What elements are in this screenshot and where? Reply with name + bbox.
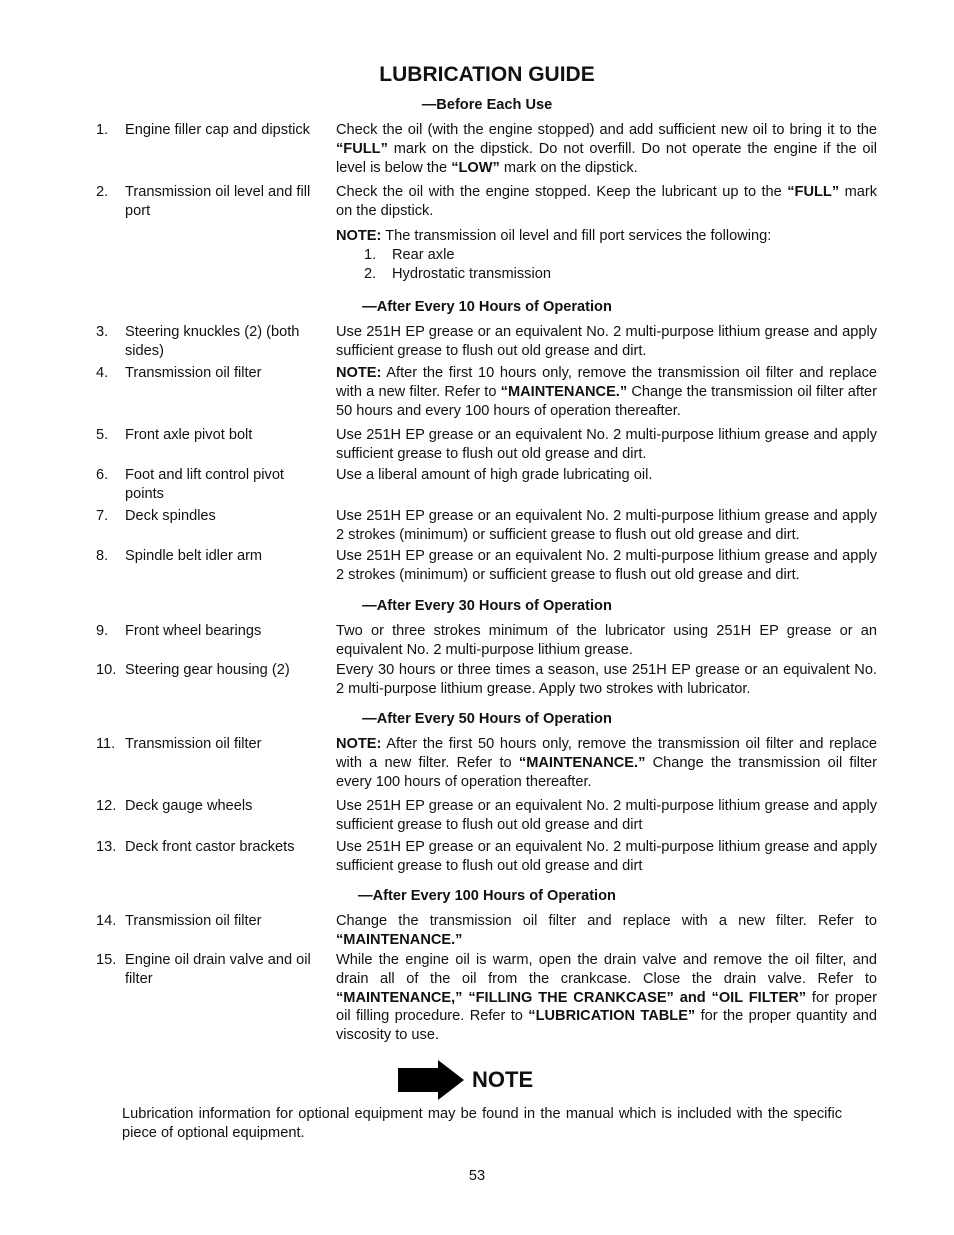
item-description [336,912,877,950]
item-description [336,183,877,221]
item-label: Foot and lift control pivot points [125,467,284,502]
description-fragment: “FULL” [336,140,388,157]
description-fragment: After the first 10 hours only, remove the transmission oil filter and replace with a new filter. Refer to [336,365,877,400]
right-arrow-icon [398,1060,464,1100]
item-number: 4. [96,365,109,381]
item-description [336,466,877,485]
page-title: LUBRICATION GUIDE [379,63,595,86]
section-30-hours: —After Every 30 Hours of Operation [362,598,612,614]
item-label: Engine filler cap and dipstick [125,122,310,138]
description-fragment: Use 251H EP grease or an equivalent No. 2 multi-purpose lithium grease and apply 2 strokes (minimum) or sufficient grease to flush out old grease and dirt. [336,548,877,583]
note-text: The transmission oil level and fill port services the following: [381,228,772,244]
description-fragment: “MAINTENANCE.” [500,383,628,400]
note-heading: NOTE [472,1067,534,1092]
transmission-note-list [336,246,877,284]
description-fragment: Check the oil with the engine stopped. Keep the lubricant up to the [336,184,788,200]
item-number: 8. [96,548,109,564]
description-fragment: NOTE: [336,736,382,752]
description-fragment: for the proper quantity and viscosity to use. [336,1008,877,1044]
item-description [336,507,877,545]
description-fragment: “LUBRICATION TABLE” [528,1008,696,1025]
item-description [336,838,877,876]
description-fragment: Use 251H EP grease or an equivalent No. 2 multi-purpose lithium grease and apply 2 strokes (minimum) or sufficient grease to flush out old grease and dirt. [336,508,877,543]
item-description [336,364,877,420]
description-fragment: After the first 50 hours only, remove the transmission oil filter and replace with a new filter. Refer to [336,736,877,771]
item-number: 1. [96,122,109,138]
item-description [336,661,877,699]
description-fragment: NOTE: [336,365,382,381]
list-number: 2. [364,265,377,282]
list-text: Hydrostatic transmission [392,265,551,282]
description-fragment: Use a liberal amount of high grade lubricating oil. [336,467,653,483]
item-number: 9. [96,623,109,639]
section-50-hours: —After Every 50 Hours of Operation [362,711,612,727]
item-description [336,121,877,177]
description-fragment: Check the oil (with the engine stopped) and add sufficient new oil to bring it to the [336,122,877,138]
item-label: Steering gear housing (2) [125,662,290,678]
item-label: Transmission oil filter [125,913,262,929]
item-number: 5. [96,427,109,443]
description-fragment: “LOW” [451,159,500,176]
item-label: Transmission oil level and fill port [125,184,311,219]
description-fragment: Use 251H EP grease or an equivalent No. 2 multi-purpose lithium grease and apply sufficient grease to flush out old grease and dirt. [336,427,877,462]
description-fragment: “FULL” [787,184,840,200]
page-number: 53 [468,1168,486,1184]
description-fragment: Change the transmission oil filter and replace with a new filter. Refer to [336,913,877,929]
item-number: 2. [96,184,109,200]
item-description [336,547,877,585]
description-fragment: “MAINTENANCE.” [518,754,646,771]
item-label: Steering knuckles (2) (both sides) [125,324,300,359]
item-description [336,622,877,660]
item-label: Spindle belt idler arm [125,548,263,564]
section-before-each-use: —Before Each Use [421,97,553,113]
description-fragment: Every 30 hours or three times a season, use 251H EP grease or an equivalent No. 2 multi-purpose lithium grease. Apply two strokes with lubricator. [336,662,877,697]
item-description [336,426,877,464]
item-description [336,951,877,1045]
description-fragment: Use 251H EP grease or an equivalent No. 2 multi-purpose lithium grease and apply sufficient grease to flush out old grease and dirt [336,798,877,833]
footnote: Lubrication information for optional equipment may be found in the manual which is included with the specific piece of optional equipment. [122,1106,842,1141]
description-fragment: mark on the dipstick. Do not overfill. Do not operate the engine if the oil level is below the [336,140,877,176]
description-fragment: “MAINTENANCE.” [336,931,463,948]
list-number: 1. [364,246,377,263]
item-number: 14. [96,913,117,929]
item-label: Transmission oil filter [125,365,262,381]
item-label: Deck front castor brackets [125,839,295,855]
item-description [336,797,877,835]
item-label: Deck spindles [125,508,216,524]
list-item [336,265,877,284]
description-fragment: Use 251H EP grease or an equivalent No. 2 multi-purpose lithium grease and apply sufficient grease to flush out old grease and dirt. [336,324,877,359]
item-number: 7. [96,508,109,524]
item-number: 15. [96,952,117,968]
description-fragment: Change the transmission oil filter every 100 hours of operation thereafter. [336,754,877,790]
description-fragment: Use 251H EP grease or an equivalent No. 2 multi-purpose lithium grease and apply sufficient grease to flush out old grease and dirt [336,839,877,874]
list-text: Rear axle [392,246,455,263]
item-label: Front axle pivot bolt [125,427,253,443]
item-label: Deck gauge wheels [125,798,253,814]
description-fragment: “MAINTENANCE,” “FILLING THE CRANKCASE” and “OIL FILTER” [336,989,807,1006]
note-lead: NOTE: [336,228,382,244]
description-fragment: While the engine oil is warm, open the drain valve and remove the oil filter, and drain all of the oil from the crankcase. Close the drain valve. Refer to [336,952,877,987]
item-number: 12. [96,798,117,814]
item-number: 10. [96,662,117,678]
description-fragment: for proper oil filling procedure. Refer to [336,989,878,1025]
item-description [336,323,877,361]
description-fragment: mark on the dipstick. [336,184,877,219]
item-number: 11. [96,736,116,752]
item-label: Transmission oil filter [125,736,262,752]
transmission-note-text [336,227,877,246]
item-number: 3. [96,324,109,340]
list-item [336,246,877,265]
item-number: 13. [96,839,117,855]
description-fragment: mark on the dipstick. [499,159,638,176]
description-fragment: Change the transmission oil filter after 50 hours and every 100 hours of operation thereafter. [336,383,877,419]
section-100-hours: —After Every 100 Hours of Operation [358,888,616,904]
item-label: Front wheel bearings [125,623,262,639]
item-number: 6. [96,467,109,483]
item-label: Engine oil drain valve and oil filter [125,952,311,987]
section-10-hours: —After Every 10 Hours of Operation [362,299,612,315]
transmission-note [336,227,877,283]
item-description [336,735,877,791]
description-fragment: Two or three strokes minimum of the lubricator using 251H EP grease or an equivalent No. 2 multi-purpose lithium grease. [336,623,877,658]
